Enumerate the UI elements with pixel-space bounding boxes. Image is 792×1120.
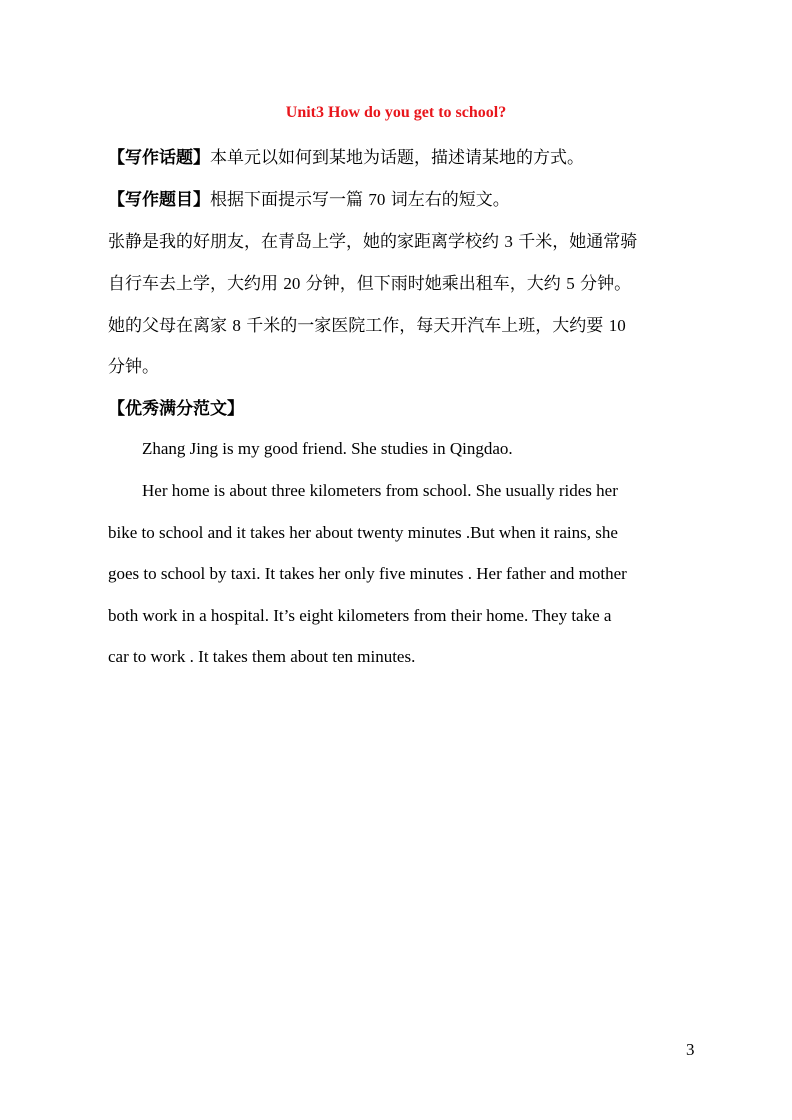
prompt-number: 20: [283, 274, 301, 293]
essay-line: Her home is about three kilometers from school. She usually rides her: [142, 481, 618, 500]
prompt-number: 8: [232, 316, 241, 335]
prompt-number: 5: [566, 274, 575, 293]
topic-label: 【写作话题】: [108, 148, 210, 168]
prompt-number: 10: [608, 316, 626, 335]
sample-heading: 【优秀满分范文】: [108, 399, 244, 419]
sample-heading-line: [108, 397, 244, 421]
essay-line: Zhang Jing is my good friend. She studies in Qingdao.: [142, 439, 513, 458]
prompt-text: 千米的一家医院工作，每天开汽车上班，大约要: [240, 316, 609, 336]
essay-line: both work in a hospital. It’s eight kilometers from their home. They take a: [108, 606, 612, 625]
page-number: 3: [686, 1040, 695, 1059]
prompt-text: 张静是我的好朋友，在青岛上学，她的家距离学校约: [108, 232, 505, 252]
essay-line: goes to school by taxi. It takes her only five minutes . Her father and mother: [108, 564, 627, 583]
prompt-line-2: [108, 272, 631, 296]
task-line: [108, 188, 510, 212]
topic-line: [108, 146, 584, 170]
task-text-a: 根据下面提示写一篇: [210, 190, 369, 210]
topic-text: 本单元以如何到某地为话题，描述请某地的方式。: [210, 148, 584, 168]
prompt-text: 分钟。: [574, 274, 632, 294]
prompt-text: 分钟，但下雨时她乘出租车，大约: [300, 274, 567, 294]
prompt-text: 自行车去上学，大约用: [108, 274, 284, 294]
prompt-line-4: [108, 355, 159, 379]
prompt-number: 3: [504, 232, 513, 251]
prompt-text: 她的父母在离家: [108, 316, 233, 336]
prompt-line-1: [108, 230, 637, 254]
page-title: Unit3 How do you get to school?: [285, 104, 507, 121]
essay-line: car to work . It takes them about ten minutes.: [108, 647, 416, 666]
task-word-count: 70: [368, 190, 386, 209]
prompt-text: 分钟。: [108, 357, 159, 377]
task-label: 【写作题目】: [108, 190, 210, 210]
prompt-text: 千米，她通常骑: [512, 232, 638, 252]
prompt-line-3: [108, 314, 626, 338]
essay-line: bike to school and it takes her about twenty minutes .But when it rains, she: [108, 523, 618, 542]
task-text-b: 词左右的短文。: [385, 190, 510, 210]
